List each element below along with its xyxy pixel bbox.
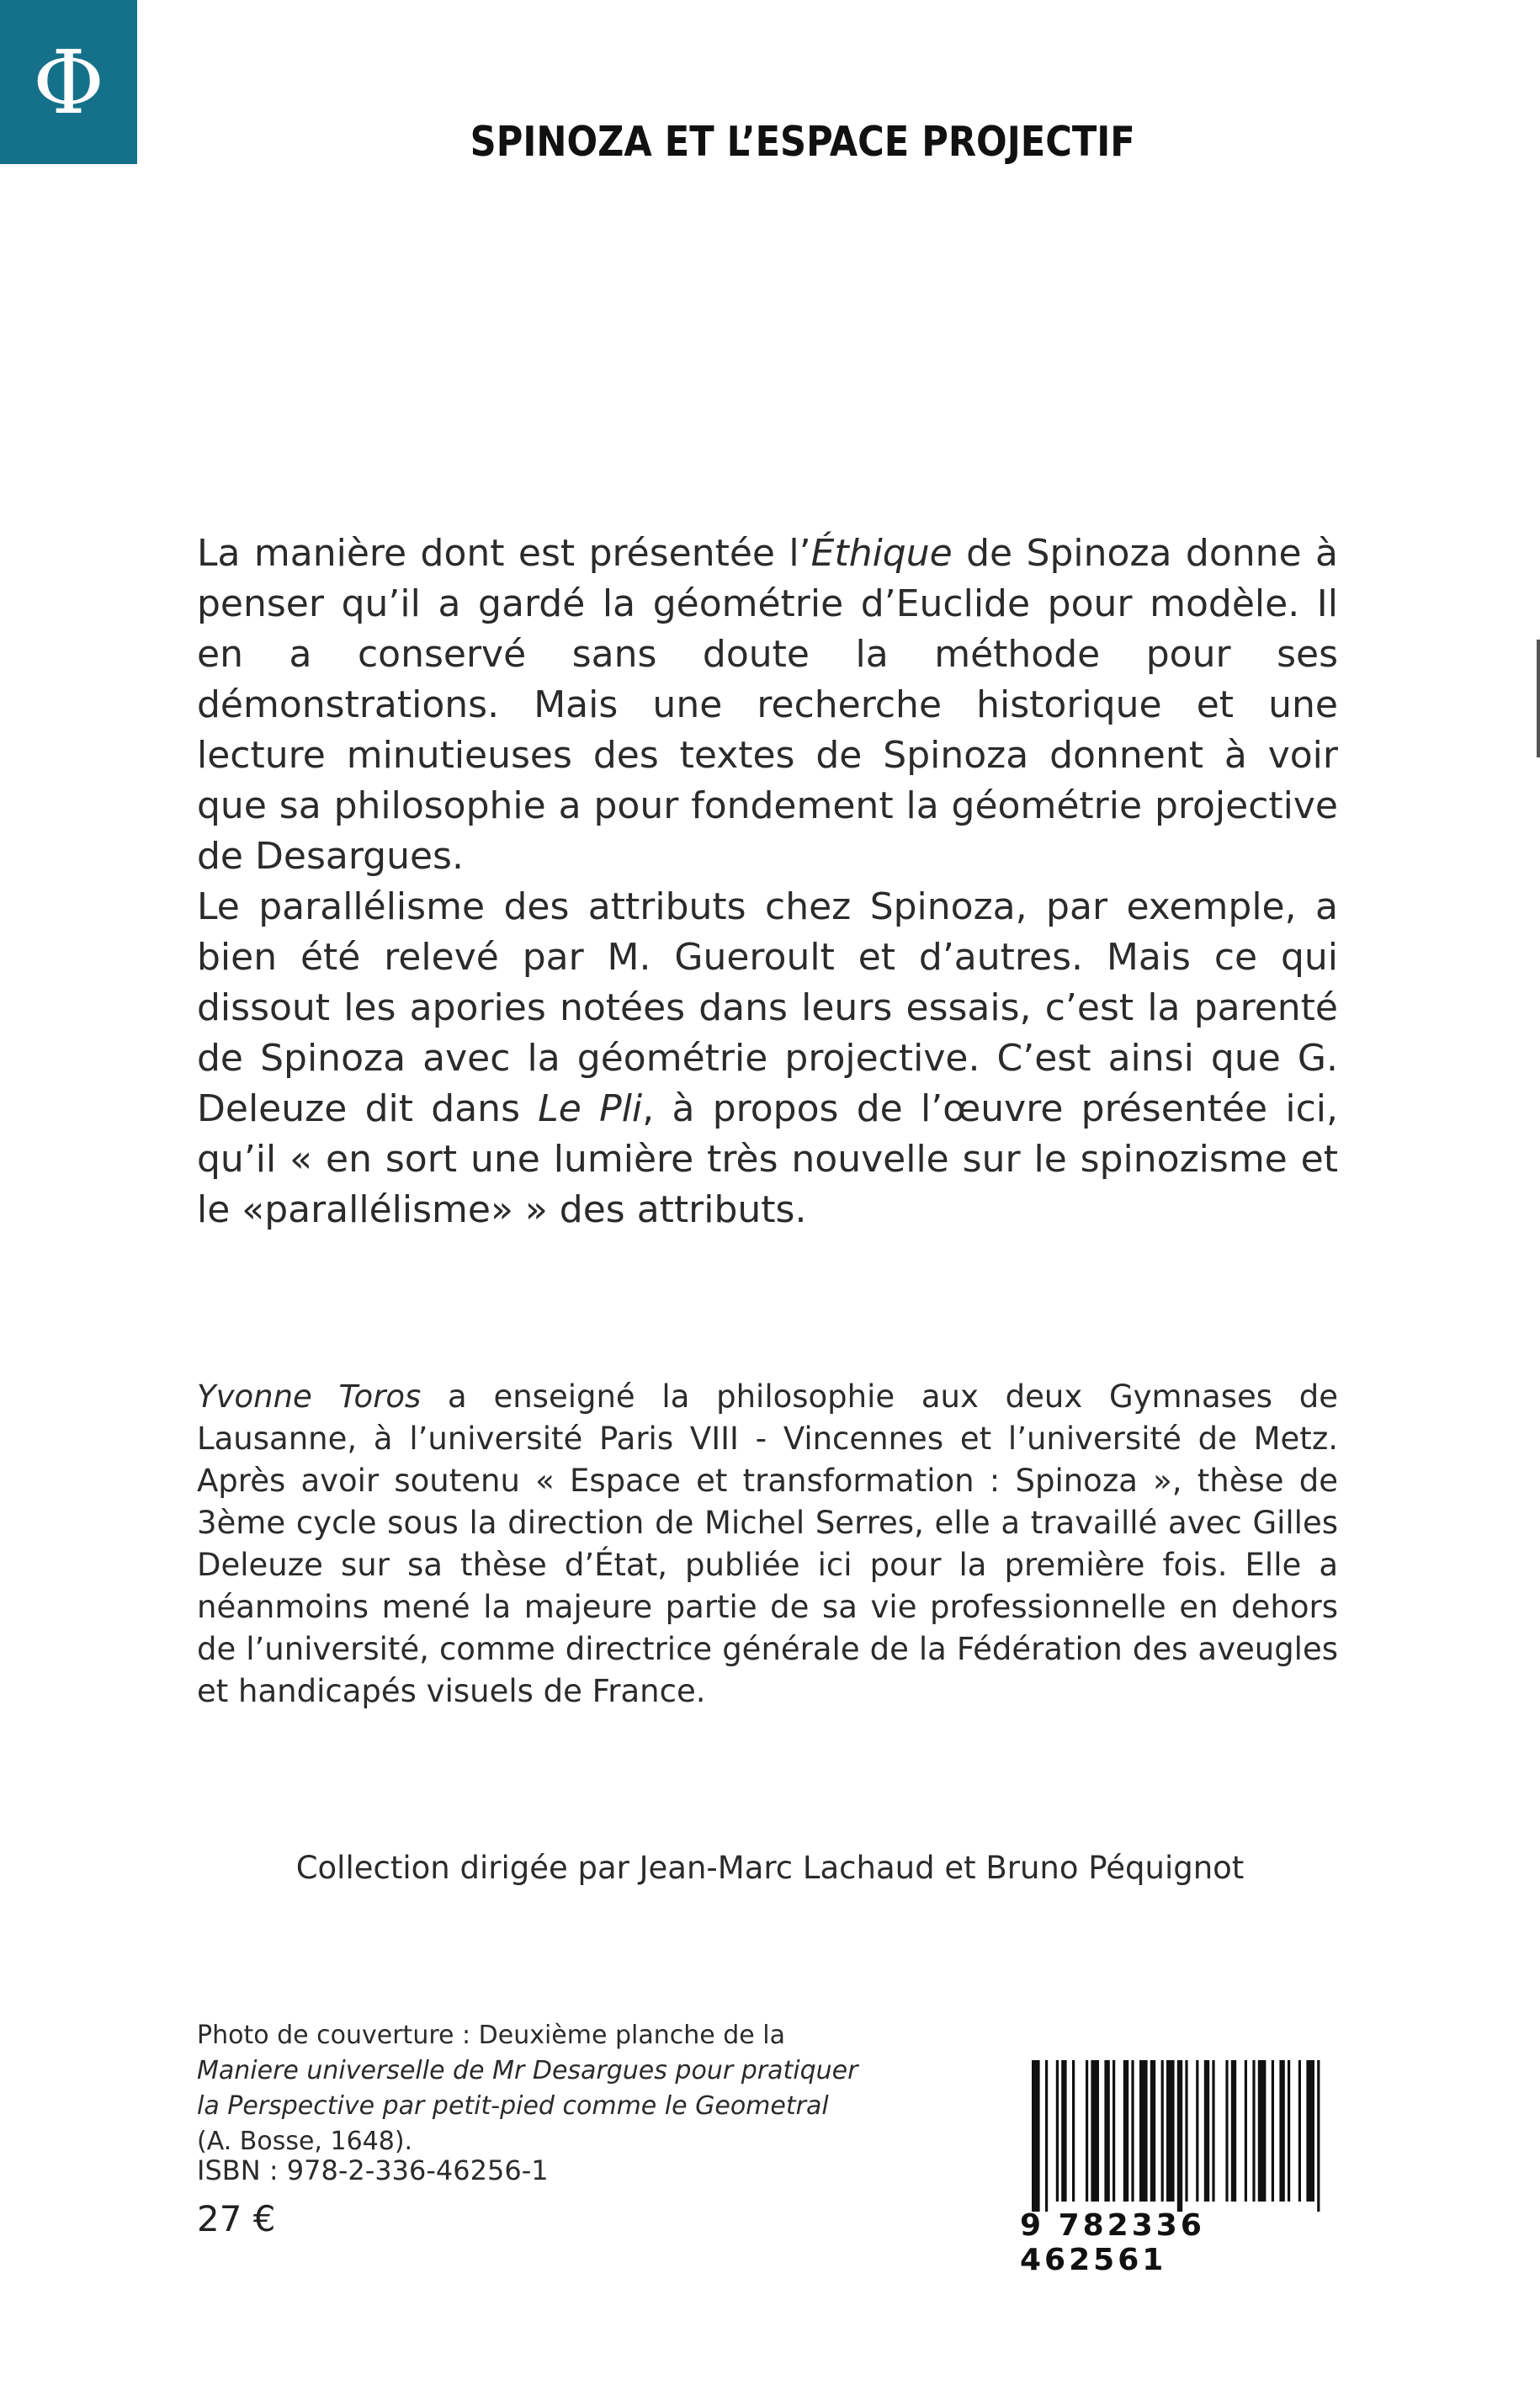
- p2-text-a: Le parallélisme des attributs chez Spinoza, par exemple, a bien été relevé par M. Gueroult et d’autres. Mais ce qui dissout les apories notées dans leurs essais, c’est la parenté de Spinoza avec la géométrie projective. C’est ainsi que G. Deleuze dit dans: [197, 885, 1338, 1130]
- barcode-bar: [1272, 2060, 1274, 2202]
- barcode-bar: [1204, 2060, 1209, 2202]
- p2-text-em: Le Pli: [538, 1087, 643, 1130]
- barcode-bar: [1252, 2060, 1255, 2202]
- p1-text-a: La manière dont est présentée l’: [197, 532, 811, 575]
- barcode-bar: [1161, 2060, 1164, 2202]
- barcode-bar: [1139, 2060, 1148, 2202]
- barcode-bar: [1177, 2060, 1182, 2212]
- barcode-bar: [1196, 2060, 1198, 2202]
- credit-text-a: Photo de couverture : Deuxième planche de la: [197, 2021, 786, 2050]
- credit-text-b: (A. Bosse, 1648).: [197, 2127, 413, 2156]
- author-name: Yvonne Toros: [197, 1378, 422, 1415]
- barcode-bars-icon: [1020, 2060, 1365, 2212]
- barcode-bar: [1061, 2060, 1066, 2202]
- summary-paragraph-2: [197, 882, 1338, 1235]
- barcode-bar: [1045, 2060, 1048, 2212]
- collection-credit: Collection dirigée par Jean-Marc Lachaud et Bruno Péquignot: [295, 1850, 1245, 1886]
- barcode-bar: [1231, 2060, 1236, 2202]
- barcode-bar: [1298, 2060, 1301, 2202]
- edge-mark: [1537, 640, 1540, 757]
- barcode-bar: [1123, 2060, 1128, 2202]
- p1-text-em: Éthique: [810, 532, 953, 575]
- barcode-bar: [1072, 2060, 1075, 2202]
- barcode-bar: [1306, 2060, 1314, 2202]
- barcode-digits: 9 782336 462561: [1020, 2208, 1205, 2277]
- barcode-bar: [1104, 2060, 1109, 2202]
- barcode-bar: [1279, 2060, 1284, 2202]
- cover-photo-credit: [197, 2018, 870, 2159]
- barcode-bar: [1056, 2060, 1059, 2202]
- bio-text: a enseigné la philosophie aux deux Gymnases de Lausanne, à l’université Paris VIII - Vincennes et l’université de Metz. Après avoir soutenu « Espace et transformation : Spinoza », thèse de 3ème cycle sous la direction de Michel Serres, elle a travaillé avec Gilles Deleuze sur sa thèse d’État, publiée ici pour la première fois. Elle a néanmoins mené la majeure partie de sa vie professionnelle en dehors de l’université, comme directrice générale de la Fédération des aveugles et handicapés visuels de France.: [197, 1378, 1338, 1709]
- barcode-bar: [1131, 2060, 1134, 2202]
- summary-paragraph-1: [197, 529, 1338, 882]
- barcode-bar: [1091, 2060, 1099, 2202]
- phi-logo-icon: Φ: [32, 30, 105, 134]
- barcode-bar: [1225, 2060, 1228, 2202]
- barcode-bar: [1258, 2060, 1267, 2202]
- barcode-bar: [1032, 2060, 1040, 2212]
- credit-text-em: Maniere universelle de Mr Desargues pour pratiquer la Perspective par petit-pied comme le Geometral: [197, 2056, 858, 2121]
- barcode-bar: [1150, 2060, 1155, 2202]
- p1-text-b: de Spinoza donne à penser qu’il a gardé la géométrie d’Euclide pour modèle. Il en a conservé sans doute la méthode pour ses démonstrations. Mais une recherche historique et une lecture minutieuses des textes de Spinoza donnent à voir que sa philosophie a pour fondement la géométrie projective de Desargues.: [197, 532, 1338, 878]
- barcode-bar: [1086, 2060, 1088, 2202]
- isbn: ISBN : 978-2-336-46256-1: [197, 2154, 549, 2186]
- barcode-bar: [1317, 2060, 1320, 2212]
- barcode-bar: [1245, 2060, 1247, 2202]
- barcode-bar: [1212, 2060, 1214, 2202]
- barcode-bar: [1185, 2060, 1187, 2202]
- price: 27 €: [197, 2198, 276, 2239]
- barcode-bar: [1288, 2060, 1290, 2202]
- author-bio: [197, 1376, 1338, 1713]
- p2-text-b: , à propos de l’œuvre présentée ici, qu’il « en sort une lumière très nouvelle sur le spinozisme et le «parallélisme» » des attributs.: [197, 1087, 1338, 1231]
- book-title: SPINOZA ET L’ESPACE PROJECTIF: [470, 118, 1135, 166]
- barcode-bar: [1166, 2060, 1175, 2202]
- barcode-bar: [1113, 2060, 1115, 2202]
